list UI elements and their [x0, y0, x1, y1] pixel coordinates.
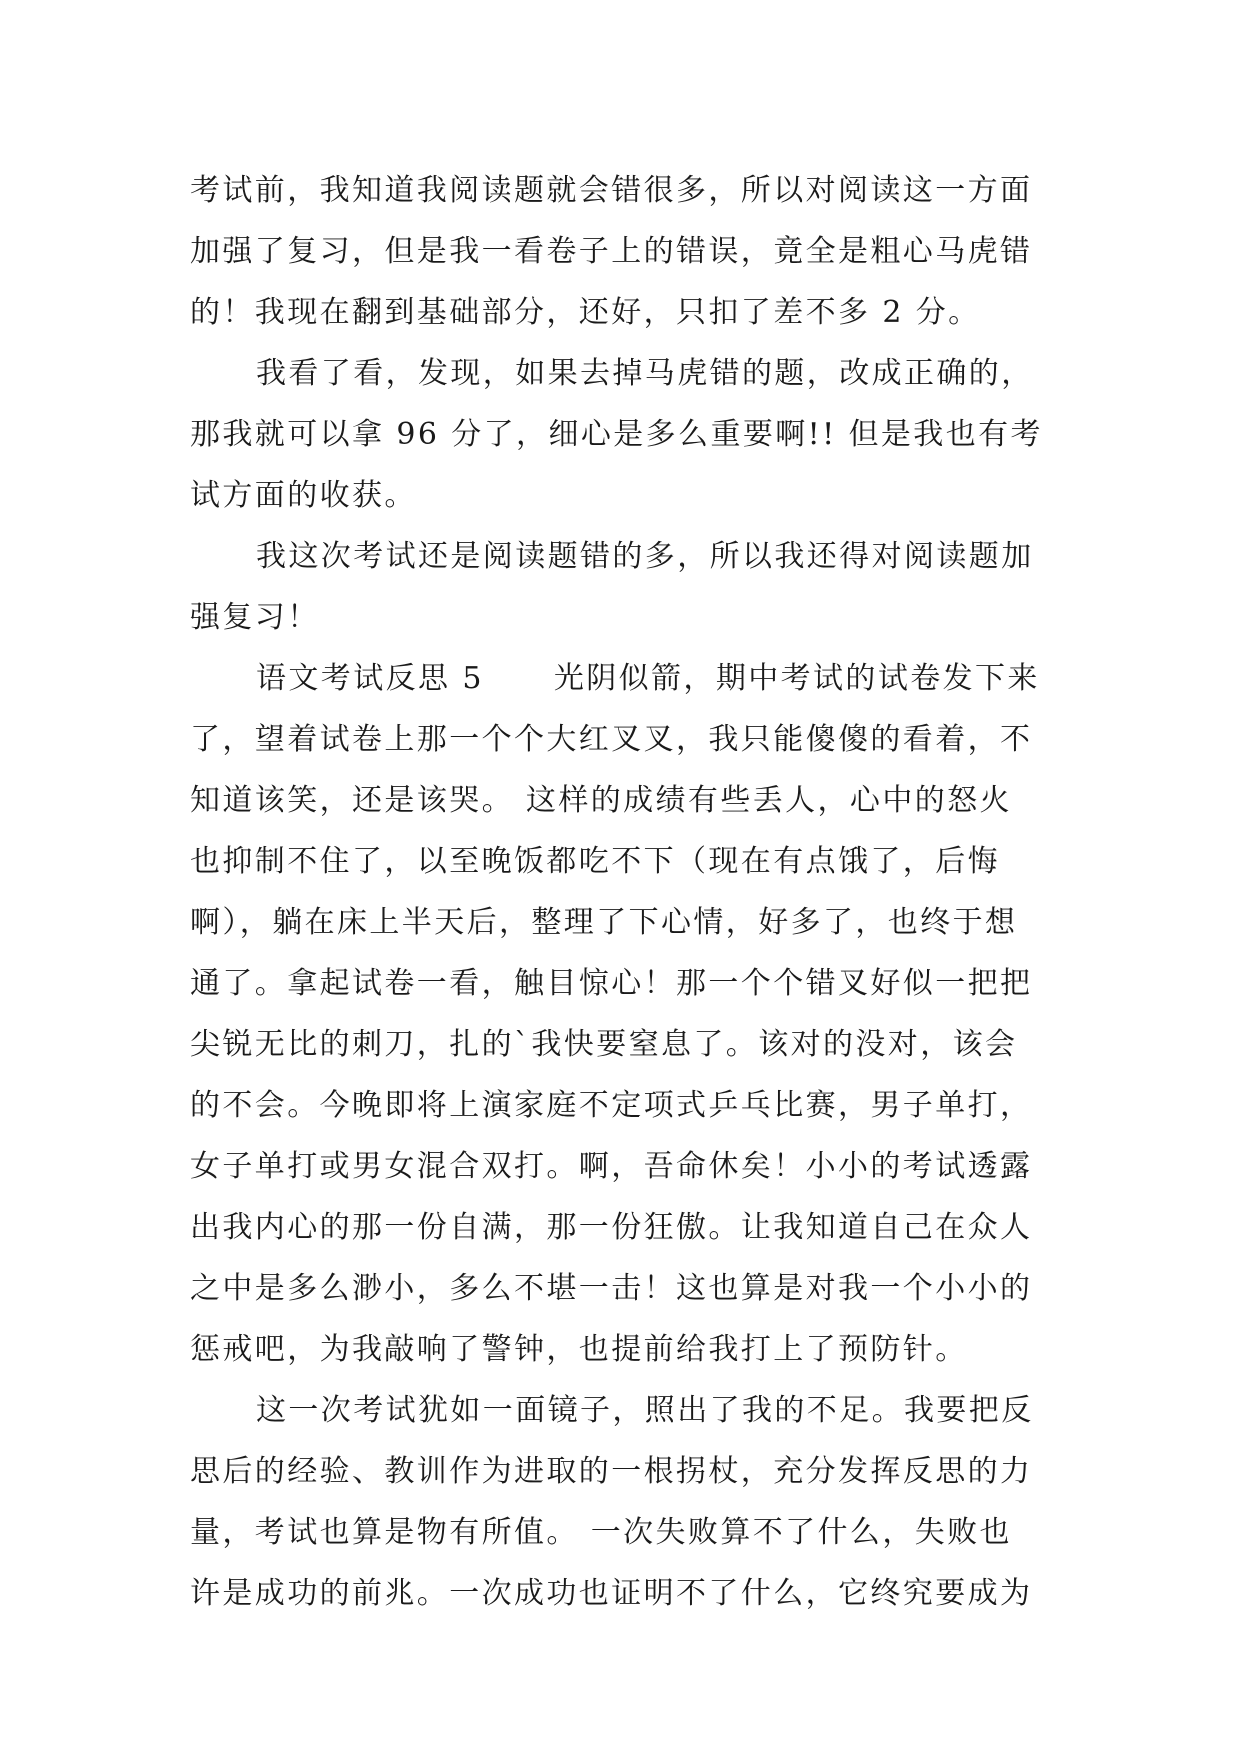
text-line: 强复习！ [190, 600, 320, 635]
text-line: 了，望着试卷上那一个个大红叉叉，我只能傻傻的看着，不 [190, 722, 1033, 757]
text-line: 许是成功的前兆。一次成功也证明不了什么，它终究要成为 [190, 1576, 1033, 1611]
text-line: 通了。拿起试卷一看，触目惊心！那一个个错叉好似一把把 [190, 966, 1033, 1001]
text-line: 啊），躺在床上半天后，整理了下心情，好多了，也终于想 [190, 905, 1018, 940]
text-line: 知道该笑，还是该哭。 这样的成绩有些丢人，心中的怒火 [190, 783, 1012, 818]
document-body [190, 160, 1050, 1624]
paragraph-first-line: 我这次考试还是阅读题错的多，所以我还得对阅读题加 [256, 539, 1034, 574]
section-first-sentence: 光阴似箭，期中考试的试卷发下来 [553, 661, 1040, 696]
text-line: 的！我现在翻到基础部分，还好，只扣了差不多 2 分。 [190, 295, 981, 330]
text-line: 加强了复习，但是我一看卷子上的错误，竟全是粗心马虎错 [190, 234, 1033, 269]
text-line: 量，考试也算是物有所值。 一次失败算不了什么，失败也 [190, 1515, 1012, 1550]
text-line: 也抑制不住了，以至晚饭都吃不下（现在有点饿了，后悔 [190, 844, 1000, 879]
text-line: 的不会。今晚即将上演家庭不定项式乒乓比赛，男子单打， [190, 1088, 1033, 1123]
text-line: 考试前，我知道我阅读题就会错很多，所以对阅读这一方面 [190, 173, 1033, 208]
text-line: 女子单打或男女混合双打。啊，吾命休矣！小小的考试透露 [190, 1149, 1033, 1184]
text-line: 惩戒吧，为我敲响了警钟，也提前给我打上了预防针。 [190, 1332, 968, 1367]
paragraph-first-line: 我看了看，发现，如果去掉马虎错的题，改成正确的， [256, 356, 1034, 391]
text-line: 之中是多么渺小，多么不堪一击！这也算是对我一个小小的 [190, 1271, 1033, 1306]
text-line: 思后的经验、教训作为进取的一根拐杖，充分发挥反思的力 [190, 1454, 1033, 1489]
section-heading-line [190, 648, 1050, 709]
paragraph-first-line: 这一次考试犹如一面镜子，照出了我的不足。我要把反 [256, 1393, 1034, 1428]
text-line: 尖锐无比的刺刀，扎的`我快要窒息了。该对的没对，该会 [190, 1027, 1018, 1062]
text-line: 试方面的收获。 [190, 478, 417, 513]
section-heading: 语文考试反思 5 [256, 661, 484, 696]
text-line: 出我内心的那一份自满，那一份狂傲。让我知道自己在众人 [190, 1210, 1033, 1245]
text-line: 那我就可以拿 96 分了，细心是多么重要啊!! 但是我也有考 [190, 417, 1043, 452]
